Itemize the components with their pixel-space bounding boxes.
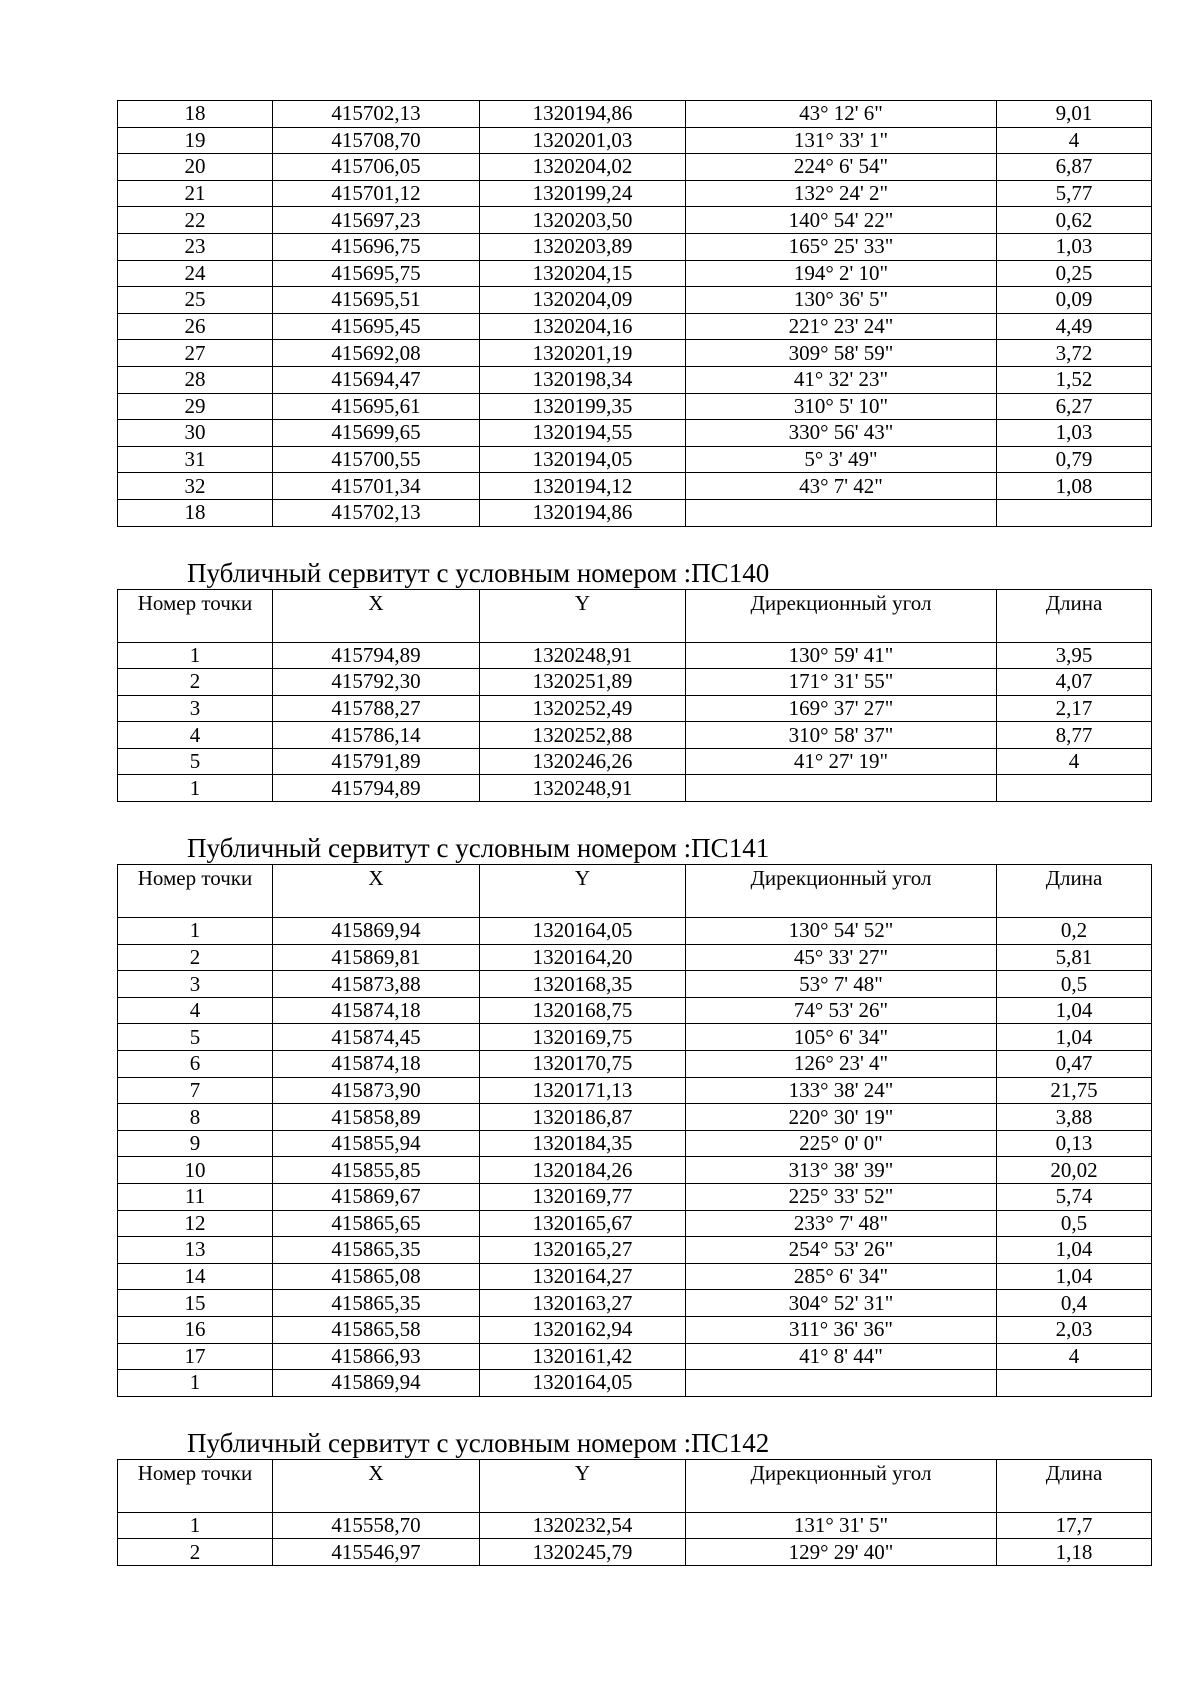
cell-direction-angle: 74° 53' 26" [686,997,997,1024]
cell-length: 3,88 [997,1104,1152,1131]
table-row [118,1051,1152,1078]
table-row [118,154,1152,181]
cell-length: 4,07 [997,669,1152,696]
table-row [118,997,1152,1024]
cell-y: 1320184,26 [480,1157,686,1184]
table-row [118,1237,1152,1264]
cell-direction-angle: 53° 7' 48" [686,971,997,998]
cell-x: 415702,13 [273,101,480,128]
coordinates-table-ps141 [117,864,1152,1397]
cell-length: 21,75 [997,1077,1152,1104]
cell-direction-angle: 41° 8' 44" [686,1343,997,1370]
cell-y: 1320169,77 [480,1184,686,1211]
cell-point-number: 7 [118,1077,273,1104]
cell-length: 1,04 [997,997,1152,1024]
cell-length: 1,04 [997,1024,1152,1051]
cell-point-number: 26 [118,313,273,340]
cell-length: 0,4 [997,1290,1152,1317]
cell-length: 5,74 [997,1184,1152,1211]
header-direction-angle: Дирекционный угол [686,589,997,642]
header-direction-angle: Дирекционный угол [686,865,997,918]
cell-length: 0,25 [997,260,1152,287]
table-row [118,918,1152,945]
table-body [118,101,1152,527]
cell-y: 1320194,05 [480,446,686,473]
cell-x: 415874,18 [273,997,480,1024]
cell-point-number: 15 [118,1290,273,1317]
header-x: X [273,589,480,642]
cell-direction-angle: 41° 27' 19" [686,748,997,775]
cell-direction-angle: 304° 52' 31" [686,1290,997,1317]
cell-y: 1320251,89 [480,669,686,696]
cell-point-number: 16 [118,1316,273,1343]
cell-point-number: 29 [118,393,273,420]
cell-length: 5,77 [997,180,1152,207]
cell-direction-angle: 165° 25' 33" [686,233,997,260]
cell-x: 415702,13 [273,499,480,526]
cell-point-number: 18 [118,499,273,526]
cell-y: 1320171,13 [480,1077,686,1104]
header-length: Длина [997,1459,1152,1512]
cell-direction-angle: 171° 31' 55" [686,669,997,696]
cell-y: 1320204,16 [480,313,686,340]
section-title-ps142: Публичный сервитут с условным номером :ПС142 [187,1427,770,1458]
table-row [118,1184,1152,1211]
cell-point-number: 11 [118,1184,273,1211]
header-row [118,865,1152,918]
cell-direction-angle: 133° 38' 24" [686,1077,997,1104]
table-row [118,1024,1152,1051]
table-row [118,499,1152,526]
cell-x: 415855,94 [273,1130,480,1157]
cell-length: 1,03 [997,420,1152,447]
cell-length: 2,03 [997,1316,1152,1343]
cell-y: 1320186,87 [480,1104,686,1131]
cell-direction-angle: 254° 53' 26" [686,1237,997,1264]
cell-length: 0,09 [997,287,1152,314]
cell-direction-angle: 225° 33' 52" [686,1184,997,1211]
table-row [118,180,1152,207]
cell-y: 1320201,19 [480,340,686,367]
cell-x: 415873,88 [273,971,480,998]
cell-point-number: 3 [118,971,273,998]
cell-direction-angle: 45° 33' 27" [686,944,997,971]
cell-point-number: 2 [118,944,273,971]
cell-y: 1320194,12 [480,473,686,500]
cell-y: 1320164,05 [480,918,686,945]
cell-y: 1320164,20 [480,944,686,971]
cell-x: 415865,08 [273,1263,480,1290]
table-row [118,1316,1152,1343]
table-row [118,971,1152,998]
cell-length: 1,04 [997,1263,1152,1290]
table-row [118,393,1152,420]
cell-y: 1320194,86 [480,499,686,526]
cell-y: 1320203,89 [480,233,686,260]
cell-y: 1320161,42 [480,1343,686,1370]
cell-y: 1320162,94 [480,1316,686,1343]
cell-y: 1320184,35 [480,1130,686,1157]
cell-y: 1320204,15 [480,260,686,287]
cell-x: 415865,35 [273,1237,480,1264]
cell-point-number: 12 [118,1210,273,1237]
cell-x: 415855,85 [273,1157,480,1184]
cell-x: 415866,93 [273,1343,480,1370]
cell-x: 415869,67 [273,1184,480,1211]
cell-point-number: 1 [118,918,273,945]
cell-y: 1320204,02 [480,154,686,181]
cell-x: 415874,18 [273,1051,480,1078]
cell-x: 415869,81 [273,944,480,971]
cell-point-number: 25 [118,287,273,314]
table-row [118,1539,1152,1566]
table-row [118,1077,1152,1104]
header-length: Длина [997,865,1152,918]
cell-y: 1320199,35 [480,393,686,420]
cell-point-number: 2 [118,1539,273,1566]
cell-point-number: 6 [118,1051,273,1078]
cell-x: 415706,05 [273,154,480,181]
cell-x: 415701,34 [273,473,480,500]
cell-x: 415694,47 [273,366,480,393]
cell-direction-angle: 285° 6' 34" [686,1263,997,1290]
header-point-number: Номер точки [118,589,273,642]
table-row [118,473,1152,500]
cell-length: 1,08 [997,473,1152,500]
table-row [118,944,1152,971]
cell-point-number: 13 [118,1237,273,1264]
cell-x: 415708,70 [273,127,480,154]
cell-x: 415700,55 [273,446,480,473]
table-row [118,1290,1152,1317]
cell-x: 415699,65 [273,420,480,447]
cell-x: 415791,89 [273,748,480,775]
cell-length: 1,03 [997,233,1152,260]
header-point-number: Номер точки [118,865,273,918]
coordinates-table-continued [117,100,1152,527]
cell-y: 1320168,75 [480,997,686,1024]
cell-length: 0,47 [997,1051,1152,1078]
cell-x: 415788,27 [273,695,480,722]
cell-y: 1320163,27 [480,1290,686,1317]
cell-length: 0,5 [997,971,1152,998]
cell-length: 6,27 [997,393,1152,420]
table-header [118,865,1152,918]
cell-point-number: 19 [118,127,273,154]
cell-direction-angle: 130° 54' 52" [686,918,997,945]
cell-y: 1320168,35 [480,971,686,998]
cell-x: 415794,89 [273,775,480,802]
cell-direction-angle [686,1370,997,1397]
cell-point-number: 8 [118,1104,273,1131]
cell-x: 415865,58 [273,1316,480,1343]
cell-point-number: 18 [118,101,273,128]
cell-length [997,775,1152,802]
section-title-ps141: Публичный сервитут с условным номером :ПС141 [187,833,770,864]
table-body [118,918,1152,1397]
cell-x: 415692,08 [273,340,480,367]
cell-direction-angle: 310° 5' 10" [686,393,997,420]
table-row [118,1130,1152,1157]
cell-length: 1,52 [997,366,1152,393]
cell-y: 1320199,24 [480,180,686,207]
cell-y: 1320248,91 [480,642,686,669]
cell-point-number: 28 [118,366,273,393]
cell-length: 17,7 [997,1512,1152,1539]
cell-point-number: 31 [118,446,273,473]
cell-y: 1320169,75 [480,1024,686,1051]
header-x: X [273,1459,480,1512]
cell-point-number: 20 [118,154,273,181]
table-row [118,722,1152,749]
cell-x: 415697,23 [273,207,480,234]
cell-point-number: 32 [118,473,273,500]
table-body [118,1512,1152,1565]
cell-y: 1320170,75 [480,1051,686,1078]
cell-point-number: 10 [118,1157,273,1184]
cell-length: 0,13 [997,1130,1152,1157]
cell-y: 1320232,54 [480,1512,686,1539]
cell-length: 0,62 [997,207,1152,234]
cell-direction-angle: 309° 58' 59" [686,340,997,367]
cell-length: 5,81 [997,944,1152,971]
cell-length: 3,95 [997,642,1152,669]
cell-direction-angle [686,499,997,526]
table-row [118,287,1152,314]
cell-length: 2,17 [997,695,1152,722]
cell-length: 4 [997,127,1152,154]
table-header [118,589,1152,642]
cell-x: 415794,89 [273,642,480,669]
cell-direction-angle: 194° 2' 10" [686,260,997,287]
cell-x: 415701,12 [273,180,480,207]
cell-x: 415858,89 [273,1104,480,1131]
cell-direction-angle: 311° 36' 36" [686,1316,997,1343]
cell-point-number: 21 [118,180,273,207]
header-x: X [273,865,480,918]
header-y: Y [480,865,686,918]
cell-direction-angle: 129° 29' 40" [686,1539,997,1566]
cell-x: 415696,75 [273,233,480,260]
table-row [118,1210,1152,1237]
cell-direction-angle: 130° 36' 5" [686,287,997,314]
cell-direction-angle: 131° 31' 5" [686,1512,997,1539]
cell-direction-angle: 310° 58' 37" [686,722,997,749]
table-row [118,1370,1152,1397]
table-row [118,313,1152,340]
cell-direction-angle: 130° 59' 41" [686,642,997,669]
cell-point-number: 1 [118,1370,273,1397]
cell-direction-angle: 330° 56' 43" [686,420,997,447]
cell-point-number: 3 [118,695,273,722]
cell-length: 20,02 [997,1157,1152,1184]
table-row [118,446,1152,473]
cell-point-number: 23 [118,233,273,260]
cell-point-number: 1 [118,642,273,669]
table-row [118,101,1152,128]
cell-point-number: 1 [118,1512,273,1539]
document-page [117,100,1151,1566]
cell-x: 415558,70 [273,1512,480,1539]
table-body [118,642,1152,802]
cell-point-number: 1 [118,775,273,802]
cell-length: 1,18 [997,1539,1152,1566]
table-row [118,366,1152,393]
cell-y: 1320198,34 [480,366,686,393]
table-row [118,1263,1152,1290]
cell-x: 415546,97 [273,1539,480,1566]
cell-length: 3,72 [997,340,1152,367]
cell-y: 1320252,88 [480,722,686,749]
cell-length: 6,87 [997,154,1152,181]
cell-length: 0,79 [997,446,1152,473]
cell-direction-angle: 126° 23' 4" [686,1051,997,1078]
cell-x: 415786,14 [273,722,480,749]
cell-direction-angle: 221° 23' 24" [686,313,997,340]
table-row [118,207,1152,234]
table-row [118,127,1152,154]
cell-point-number: 24 [118,260,273,287]
table-row [118,642,1152,669]
coordinates-table-ps142 [117,1459,1152,1566]
cell-point-number: 4 [118,722,273,749]
cell-direction-angle: 5° 3' 49" [686,446,997,473]
cell-x: 415873,90 [273,1077,480,1104]
header-point-number: Номер точки [118,1459,273,1512]
cell-length: 4 [997,1343,1152,1370]
cell-direction-angle: 140° 54' 22" [686,207,997,234]
table-header [118,1459,1152,1512]
cell-length: 1,04 [997,1237,1152,1264]
header-y: Y [480,589,686,642]
cell-direction-angle: 169° 37' 27" [686,695,997,722]
cell-y: 1320252,49 [480,695,686,722]
cell-point-number: 9 [118,1130,273,1157]
cell-point-number: 14 [118,1263,273,1290]
cell-direction-angle: 313° 38' 39" [686,1157,997,1184]
cell-point-number: 17 [118,1343,273,1370]
cell-y: 1320248,91 [480,775,686,802]
cell-point-number: 5 [118,1024,273,1051]
cell-length: 0,5 [997,1210,1152,1237]
cell-point-number: 22 [118,207,273,234]
cell-length: 4 [997,748,1152,775]
cell-y: 1320164,27 [480,1263,686,1290]
table-row [118,1512,1152,1539]
table-row [118,233,1152,260]
cell-point-number: 27 [118,340,273,367]
cell-length [997,499,1152,526]
cell-x: 415695,75 [273,260,480,287]
cell-point-number: 2 [118,669,273,696]
cell-length: 0,2 [997,918,1152,945]
cell-y: 1320194,86 [480,101,686,128]
header-length: Длина [997,589,1152,642]
cell-y: 1320201,03 [480,127,686,154]
table-row [118,1157,1152,1184]
cell-point-number: 4 [118,997,273,1024]
table-row [118,420,1152,447]
header-row [118,589,1152,642]
cell-length: 8,77 [997,722,1152,749]
cell-x: 415695,51 [273,287,480,314]
cell-point-number: 30 [118,420,273,447]
table-row [118,340,1152,367]
cell-direction-angle: 132° 24' 2" [686,180,997,207]
cell-direction-angle: 43° 7' 42" [686,473,997,500]
cell-x: 415695,61 [273,393,480,420]
cell-y: 1320165,67 [480,1210,686,1237]
header-row [118,1459,1152,1512]
cell-y: 1320246,26 [480,748,686,775]
cell-x: 415865,65 [273,1210,480,1237]
header-y: Y [480,1459,686,1512]
table-row [118,669,1152,696]
cell-x: 415865,35 [273,1290,480,1317]
cell-y: 1320245,79 [480,1539,686,1566]
cell-point-number: 5 [118,748,273,775]
cell-x: 415869,94 [273,1370,480,1397]
cell-direction-angle: 220° 30' 19" [686,1104,997,1131]
cell-length [997,1370,1152,1397]
cell-y: 1320164,05 [480,1370,686,1397]
cell-length: 9,01 [997,101,1152,128]
cell-y: 1320165,27 [480,1237,686,1264]
cell-direction-angle: 225° 0' 0" [686,1130,997,1157]
cell-x: 415695,45 [273,313,480,340]
cell-x: 415792,30 [273,669,480,696]
table-row [118,695,1152,722]
cell-direction-angle: 233° 7' 48" [686,1210,997,1237]
cell-x: 415874,45 [273,1024,480,1051]
cell-direction-angle: 41° 32' 23" [686,366,997,393]
header-direction-angle: Дирекционный угол [686,1459,997,1512]
coordinates-table-ps140 [117,589,1152,803]
table-row [118,748,1152,775]
cell-y: 1320203,50 [480,207,686,234]
cell-direction-angle: 105° 6' 34" [686,1024,997,1051]
cell-direction-angle: 131° 33' 1" [686,127,997,154]
section-title-ps140: Публичный сервитут с условным номером :ПС140 [187,557,770,588]
cell-direction-angle: 224° 6' 54" [686,154,997,181]
table-row [118,1104,1152,1131]
table-row [118,260,1152,287]
cell-y: 1320204,09 [480,287,686,314]
cell-direction-angle [686,775,997,802]
cell-y: 1320194,55 [480,420,686,447]
table-row [118,1343,1152,1370]
cell-length: 4,49 [997,313,1152,340]
cell-direction-angle: 43° 12' 6" [686,101,997,128]
cell-x: 415869,94 [273,918,480,945]
table-row [118,775,1152,802]
